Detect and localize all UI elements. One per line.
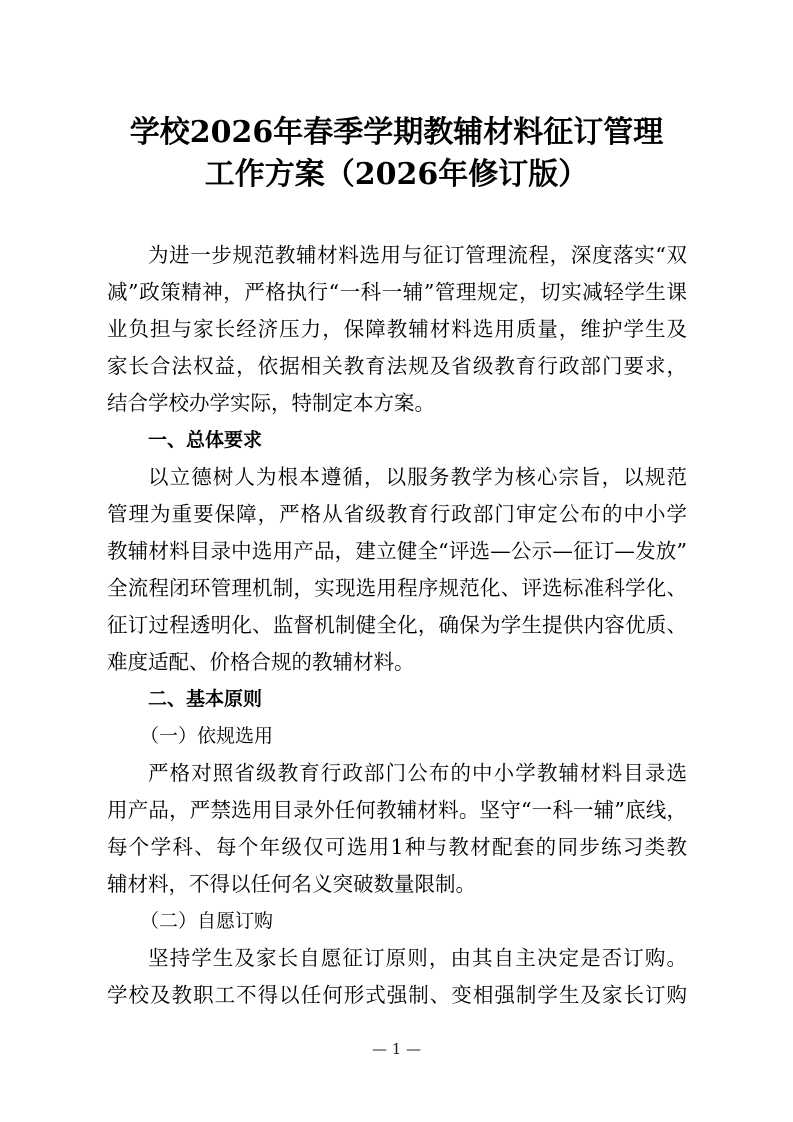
paragraph-line: 坚持学生及家长自愿征订原则，由其自主决定是否订购。	[148, 946, 687, 970]
paragraph-line: 用产品，严禁选用目录外任何教辅材料。坚守“一科一辅”底线，	[107, 798, 687, 822]
paragraph-line: 征订过程透明化、监督机制健全化，确保为学生提供内容优质、	[107, 613, 687, 637]
paragraph-line: 辅材料，不得以任何名义突破数量限制。	[107, 872, 476, 896]
paragraph-line: 业负担与家长经济压力，保障教辅材料选用质量，维护学生及	[107, 317, 687, 341]
page-number: — 1 —	[371, 1040, 422, 1058]
paragraph-line: 全流程闭环管理机制，实现选用程序规范化、评选标准科学化、	[107, 576, 687, 600]
subsection-heading: （一）依规选用	[140, 725, 274, 747]
paragraph-line: 结合学校办学实际，特制定本方案。	[107, 391, 435, 415]
paragraph-line: 管理为重要保障，严格从省级教育行政部门审定公布的中小学	[107, 502, 687, 526]
document-title-line-1: 学校2026年春季学期教辅材料征订管理	[129, 115, 664, 150]
paragraph-line: 以立德树人为根本遵循，以服务教学为核心宗旨，以规范	[148, 465, 687, 489]
paragraph-line: 教辅材料目录中选用产品，建立健全“评选—公示—征订—发放”	[107, 539, 687, 563]
document-title-line-2: 工作方案（2026年修订版）	[204, 157, 589, 192]
paragraph-line: 难度适配、价格合规的教辅材料。	[107, 650, 415, 674]
section-heading: 二、基本原则	[148, 688, 263, 710]
paragraph-line: 家长合法权益，依据相关教育法规及省级教育行政部门要求，	[107, 354, 687, 378]
section-heading: 一、总体要求	[148, 429, 263, 451]
paragraph-line: 学校及教职工不得以任何形式强制、变相强制学生及家长订购	[107, 983, 687, 1007]
paragraph-line: 减”政策精神，严格执行“一科一辅”管理规定，切实减轻学生课	[107, 280, 687, 304]
paragraph-line: 严格对照省级教育行政部门公布的中小学教辅材料目录选	[148, 761, 687, 785]
subsection-heading: （二）自愿订购	[140, 910, 274, 932]
paragraph-line: 为进一步规范教辅材料选用与征订管理流程，深度落实“双	[148, 243, 687, 267]
paragraph-line: 每个学科、每个年级仅可选用1种与教材配套的同步练习类教	[107, 835, 687, 859]
